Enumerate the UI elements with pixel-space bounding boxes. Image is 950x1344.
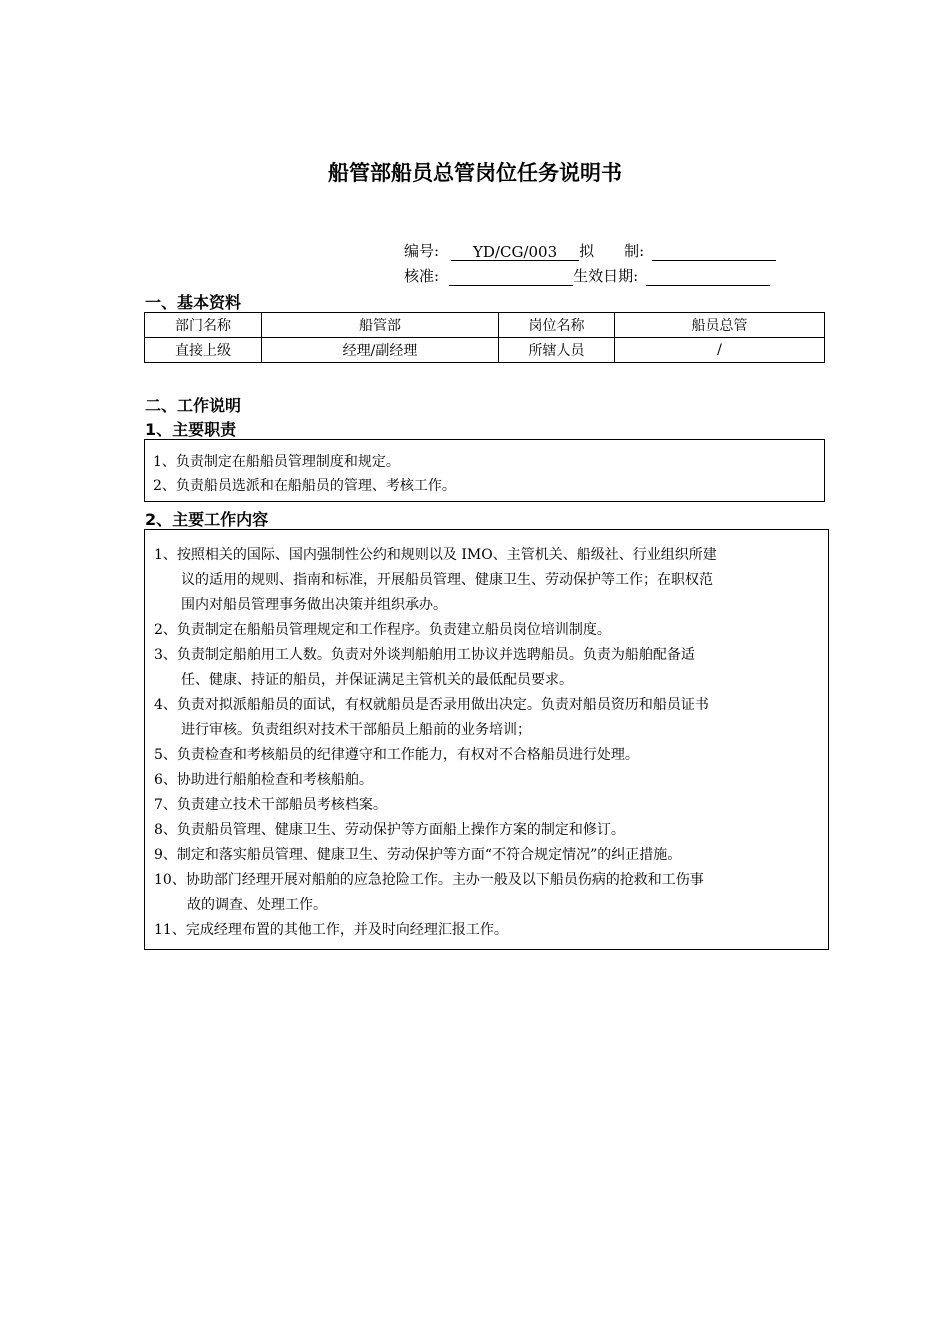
number-label: 编号:: [404, 242, 440, 260]
list-item: 11、完成经理布置的其他工作，并及时向经理汇报工作。: [154, 922, 508, 938]
list-item: 1、按照相关的国际、国内强制性公约和规则以及 IMO、主管机关、船级社、行业组织所建: [154, 547, 717, 563]
list-item: 4、负责对拟派船船员的面试，有权就船员是否录用做出决定。负责对船员资历和船员证书: [154, 697, 709, 713]
effective-label: 生效日期:: [573, 267, 639, 285]
list-item: 2、负责船员选派和在船船员的管理、考核工作。: [153, 478, 456, 494]
table-cell: 船员总管: [615, 313, 825, 338]
table-cell: /: [615, 338, 825, 363]
table-cell: 直接上级: [145, 338, 262, 363]
list-item-continuation: 围内对船员管理事务做出决策并组织承办。: [181, 597, 447, 613]
list-item-continuation: 进行审核。负责组织对技术干部船员上船前的业务培训；: [181, 722, 531, 738]
draft-label: 拟 制:: [579, 242, 645, 260]
table-row: [145, 313, 825, 338]
table-cell: 部门名称: [145, 313, 262, 338]
meta-row-approve: [404, 265, 770, 286]
section2-heading: 二、工作说明: [145, 396, 242, 415]
table-row: [145, 338, 825, 363]
table-cell: 所辖人员: [499, 338, 615, 363]
content-box: [144, 529, 829, 950]
list-item: 8、负责船员管理、健康卫生、劳动保护等方面船上操作方案的制定和修订。: [154, 822, 625, 838]
content-heading: 2、主要工作内容: [145, 510, 269, 529]
list-item: 6、协助进行船舶检查和考核船舶。: [154, 772, 373, 788]
document-title: 船管部船员总管岗位任务说明书: [328, 161, 622, 185]
approve-label: 核准:: [404, 267, 440, 285]
list-item-continuation: 议的适用的规则、指南和标准，开展船员管理、健康卫生、劳动保护等工作；在职权范: [181, 572, 713, 588]
list-item-continuation: 任、健康、持证的船员，并保证满足主管机关的最低配员要求。: [181, 672, 573, 688]
effective-value: [646, 268, 770, 286]
basic-info-table: [144, 312, 825, 363]
list-item-continuation: 故的调查、处理工作。: [187, 897, 327, 913]
list-item: 9、制定和落实船员管理、健康卫生、劳动保护等方面“不符合规定情况”的纠正措施。: [154, 847, 682, 863]
list-item: 1、负责制定在船船员管理制度和规定。: [153, 454, 400, 470]
list-item: 10、协助部门经理开展对船舶的应急抢险工作。主办一般及以下船员伤病的抢救和工伤事: [154, 872, 704, 888]
list-item: 7、负责建立技术干部船员考核档案。: [154, 797, 387, 813]
draft-value: [652, 243, 776, 261]
number-value: YD/CG/003: [451, 243, 579, 261]
list-item: 3、负责制定船舶用工人数。负责对外谈判船舶用工协议并选聘船员。负责为船舶配备适: [154, 647, 695, 663]
duties-box: [144, 439, 825, 502]
table-cell: 岗位名称: [499, 313, 615, 338]
approve-value: [449, 268, 573, 286]
list-item: 2、负责制定在船船员管理规定和工作程序。负责建立船员岗位培训制度。: [154, 622, 611, 638]
section1-heading: 一、基本资料: [145, 293, 242, 312]
meta-row-number: [404, 240, 776, 261]
duties-heading: 1、主要职责: [145, 420, 237, 439]
table-cell: 船管部: [262, 313, 499, 338]
table-cell: 经理/副经理: [262, 338, 499, 363]
list-item: 5、负责检查和考核船员的纪律遵守和工作能力，有权对不合格船员进行处理。: [154, 747, 639, 763]
